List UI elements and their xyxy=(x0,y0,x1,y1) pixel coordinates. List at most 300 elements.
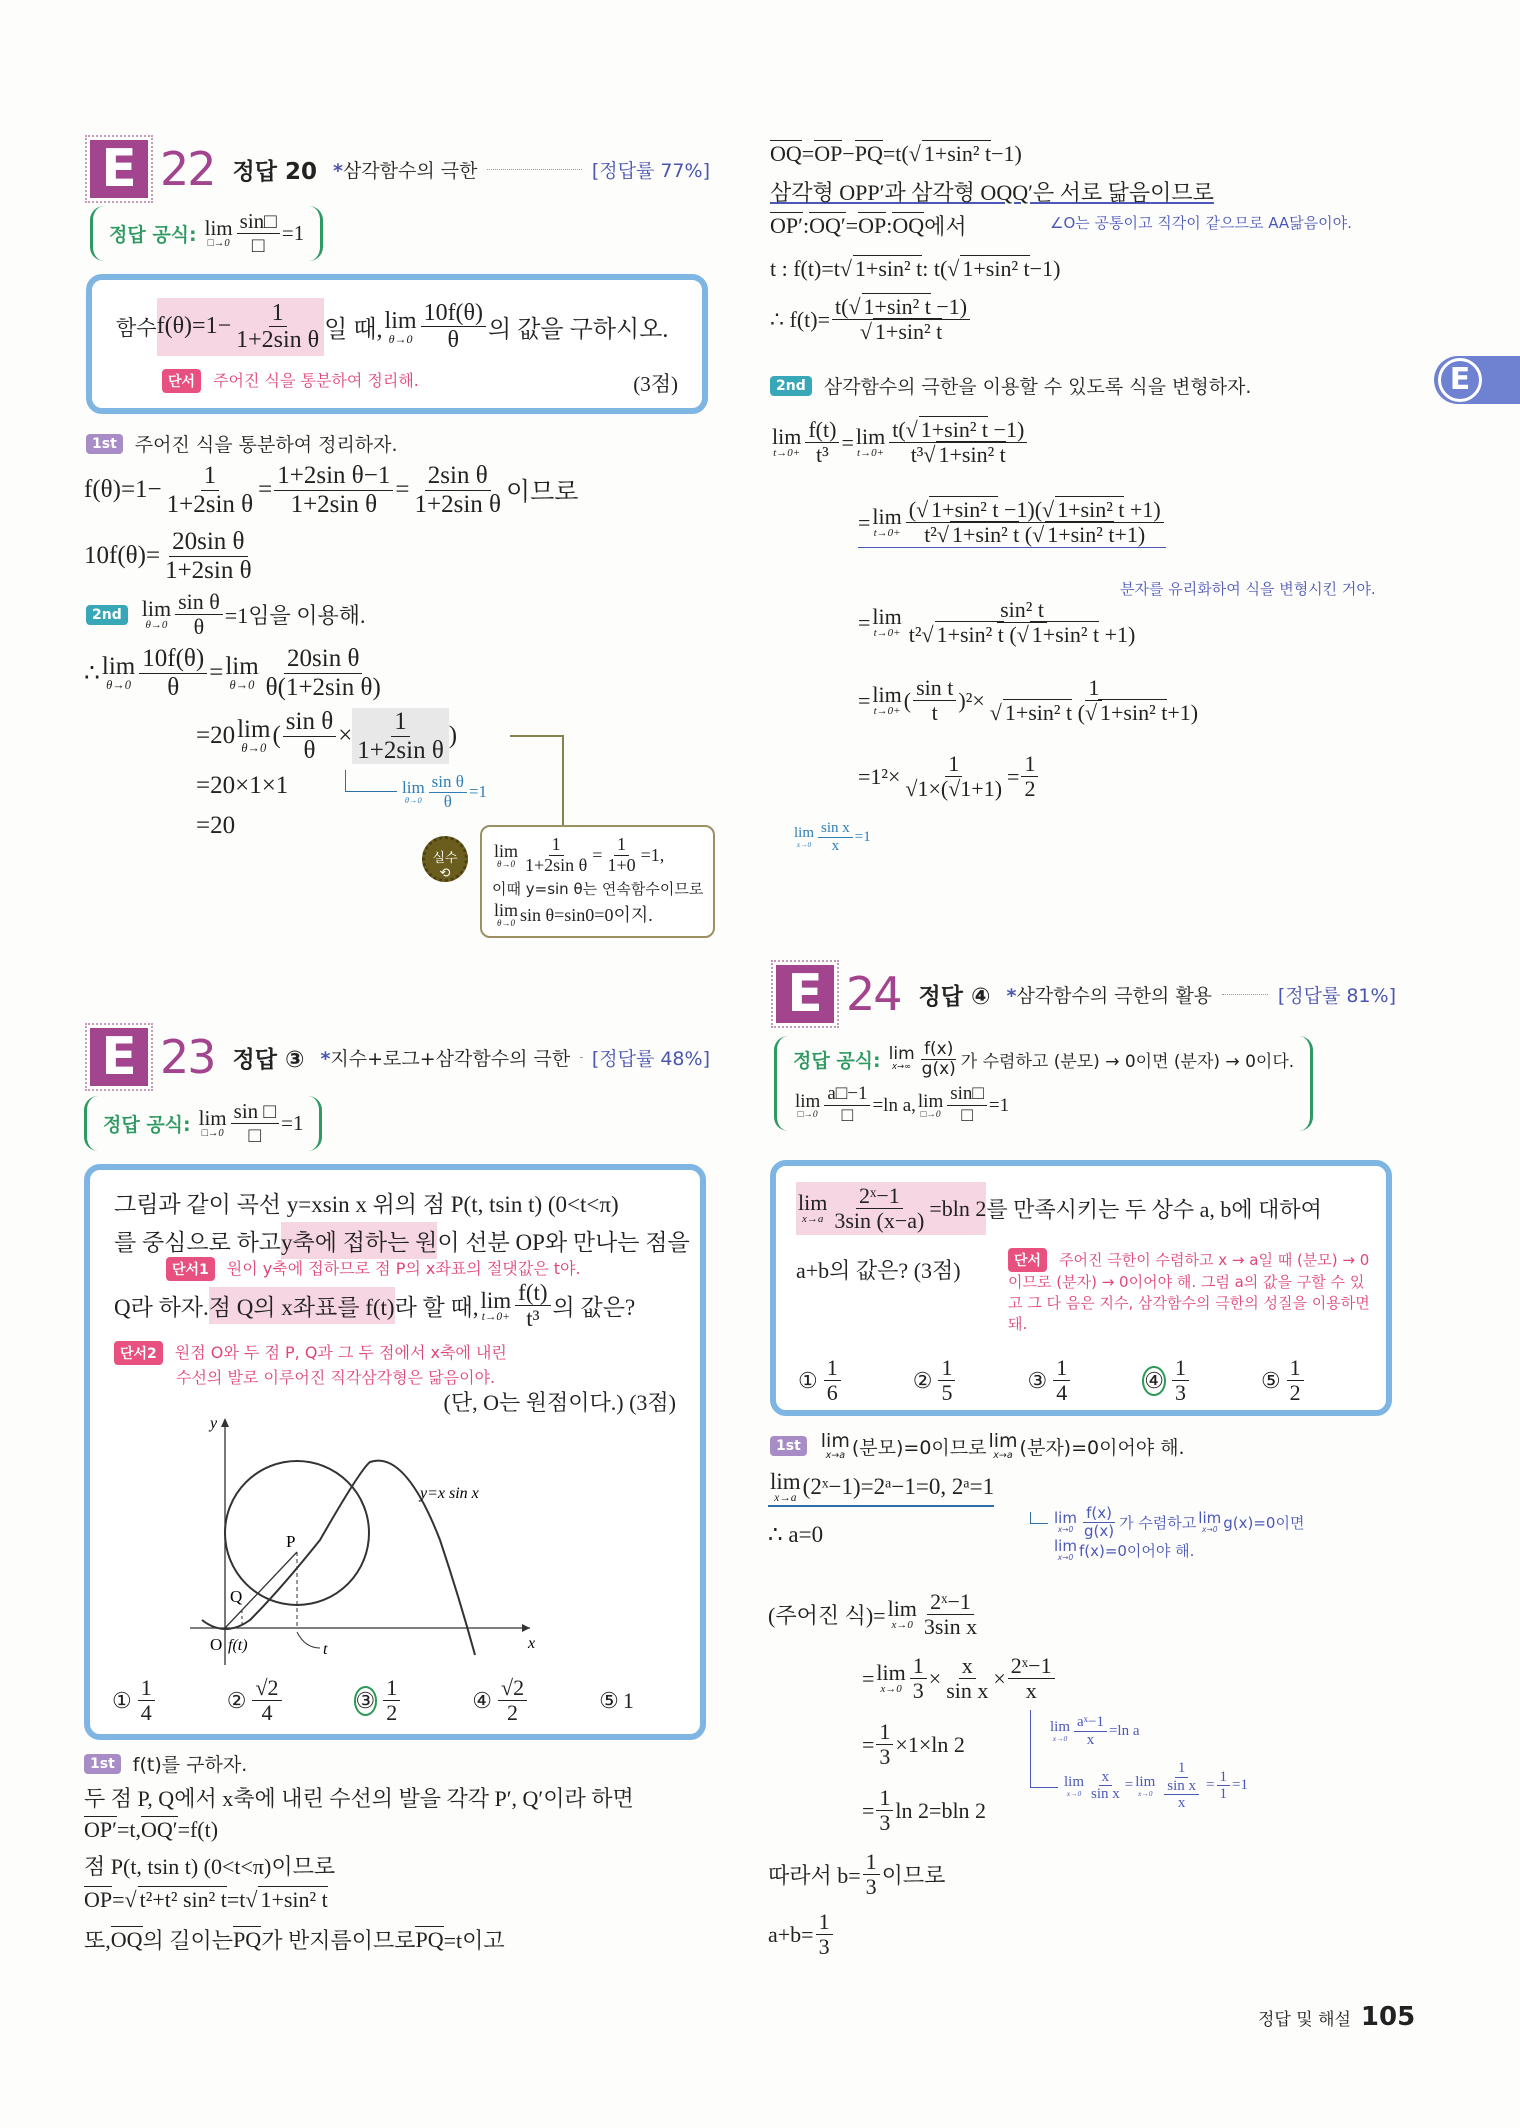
math-text: x xyxy=(831,837,840,854)
answer-label: 정답 ④ xyxy=(918,983,991,1010)
numerator xyxy=(1175,1760,1189,1778)
numerator xyxy=(1164,1778,1199,1796)
fraction xyxy=(987,676,1201,725)
math-text: 3sin x xyxy=(923,1614,978,1640)
answer-choice-4[interactable] xyxy=(1142,1356,1191,1405)
math-text: =1²× xyxy=(858,763,901,789)
lim-text: lim xyxy=(1198,1508,1222,1527)
problem-box xyxy=(770,1160,1392,1416)
correct-rate: [정답률 81%] xyxy=(1277,984,1396,1007)
segment-overline: PQ xyxy=(233,1927,262,1952)
math-text: +1) xyxy=(1114,522,1146,548)
math-text: 두 점 P, Q에서 x축에 내린 수선의 발을 각각 P′, Q′이라 하면 xyxy=(84,1786,634,1811)
math-text: 가 반지름이므로 xyxy=(261,1928,416,1953)
math-text: 라 할 때, xyxy=(394,1295,479,1321)
fraction xyxy=(906,598,1139,647)
lim-text: lim xyxy=(820,1430,850,1452)
math-text: 1 xyxy=(1056,1355,1068,1380)
answer-choice-2[interactable] xyxy=(913,1356,958,1405)
math-text: 1+sin² t xyxy=(936,622,1004,648)
fraction xyxy=(1053,1356,1070,1405)
math-text: 1+2sin θ xyxy=(166,490,254,518)
limit xyxy=(795,1092,820,1121)
math-text: 3 xyxy=(879,1810,891,1836)
fraction xyxy=(263,645,384,701)
math-text: 2 xyxy=(1289,1380,1301,1406)
numerator xyxy=(824,1356,841,1381)
denominator xyxy=(1021,777,1038,801)
denominator xyxy=(1287,1381,1304,1405)
denominator xyxy=(523,1306,542,1331)
math-text: 3sin (x−a) xyxy=(834,1208,925,1234)
math-text: 1+sin² t xyxy=(1057,497,1125,522)
problem-box xyxy=(86,274,708,414)
solution-line xyxy=(770,210,967,241)
math-text: 6 xyxy=(826,1380,838,1406)
math-text: sin θ xyxy=(285,708,334,735)
math-text: 1+sin² t xyxy=(854,256,923,281)
math-text: 3 xyxy=(879,1744,891,1770)
denominator xyxy=(921,1615,980,1639)
hint-text: 원이 y축에 접하므로 점 P의 x좌표의 절댓값은 t야. xyxy=(226,1259,581,1278)
math-text: 를 중심으로 하고 xyxy=(114,1230,282,1255)
sqrt-radicand xyxy=(862,293,931,319)
denominator xyxy=(876,1745,893,1769)
numerator xyxy=(139,645,207,674)
lim-text: lim xyxy=(494,840,519,861)
fraction xyxy=(1164,1778,1199,1812)
callout-line xyxy=(492,835,703,876)
numerator xyxy=(175,590,223,615)
math-text: 일 때, xyxy=(324,317,383,344)
topic xyxy=(333,156,477,183)
fraction xyxy=(863,1850,880,1899)
limit xyxy=(1054,1539,1077,1562)
numerator xyxy=(997,598,1047,623)
choice-number: ③ xyxy=(1027,1367,1048,1393)
star-icon: * xyxy=(1006,984,1017,1007)
numerator xyxy=(876,1720,893,1745)
sqrt-radicand xyxy=(1045,521,1114,547)
step-text: f(t)를 구하자. xyxy=(132,1754,248,1776)
math-text: sin x xyxy=(946,1678,989,1704)
points: (3점) xyxy=(633,372,678,396)
limit xyxy=(876,1662,905,1695)
lim-text: lim xyxy=(1135,1773,1156,1790)
denominator xyxy=(863,1875,880,1899)
denominator xyxy=(1081,1523,1117,1540)
math-text: = xyxy=(841,429,854,455)
limit xyxy=(918,1092,943,1121)
problem-note: (단, O는 원점이다.) (3점) xyxy=(443,1390,676,1415)
math-text: 의 값을 구하시오. xyxy=(488,317,669,344)
math-text: × xyxy=(993,1665,1006,1691)
step-text: 삼각함수의 극한을 이용할 수 있도록 식을 변형하자. xyxy=(823,376,1252,398)
denominator xyxy=(604,856,638,876)
math-text: ) xyxy=(448,722,458,749)
limit xyxy=(872,506,901,539)
lim-subscript: x→a xyxy=(993,1450,1013,1461)
lim-subscript: □→0 xyxy=(797,1109,818,1120)
math-text: 1 xyxy=(912,1653,924,1678)
limit xyxy=(1064,1775,1084,1798)
segment-overline: OQ xyxy=(892,213,925,238)
math-text: = xyxy=(858,509,871,535)
denominator xyxy=(522,856,590,876)
lim-text: lim xyxy=(770,1469,801,1494)
lim-text: lim xyxy=(872,504,902,530)
step-2 xyxy=(770,372,1251,399)
math-text: 1+2sin θ−1 xyxy=(277,462,391,489)
math-text: +1) xyxy=(1124,497,1161,522)
fraction xyxy=(429,773,467,811)
sqrt-sign: √ xyxy=(989,700,1002,726)
mistake-badge-label: 실수 xyxy=(432,851,458,866)
answer-choice-5[interactable] xyxy=(1261,1356,1306,1405)
hint-tag: 단서 xyxy=(162,369,201,393)
annotation xyxy=(1052,1505,1304,1562)
math-text: t³ xyxy=(910,442,924,468)
math-text: ∴ xyxy=(84,660,100,687)
numerator xyxy=(614,835,629,856)
fraction xyxy=(233,300,322,354)
math-text: 2sin θ xyxy=(427,462,488,489)
leader-dots xyxy=(487,169,581,170)
denominator xyxy=(138,1701,155,1725)
highlight xyxy=(796,1182,986,1235)
denominator xyxy=(162,557,255,585)
lim-text: lim xyxy=(888,1044,915,1065)
limit xyxy=(872,684,901,717)
answer-choice-3[interactable] xyxy=(354,1676,403,1725)
math-text: 1+2sin θ xyxy=(290,490,378,518)
math-text: 1 xyxy=(865,1849,877,1874)
math-text: 1 xyxy=(622,1687,634,1713)
hint-text: 수선의 발로 이루어진 직각삼각형은 닮음이야. xyxy=(176,1368,496,1387)
math-text: 10f(θ) xyxy=(423,300,484,326)
math-text: √2 xyxy=(255,1675,279,1700)
step-tag: 1st xyxy=(86,434,123,454)
math-text: 이므로 xyxy=(1150,180,1214,205)
step-text xyxy=(140,590,366,639)
fraction xyxy=(411,462,504,518)
solution-line xyxy=(770,418,1029,467)
fraction xyxy=(906,498,1164,547)
denominator xyxy=(164,674,182,702)
math-text: = xyxy=(258,476,273,503)
math-text: 3 xyxy=(1174,1380,1186,1406)
math-text: 1+sin² t xyxy=(874,319,943,345)
math-text: 1 xyxy=(948,751,960,776)
choice-number: ④ xyxy=(1142,1366,1166,1396)
math-text: g(x)=0이면 xyxy=(1223,1513,1305,1532)
math-text: a□−1 xyxy=(827,1083,868,1105)
math-text: − xyxy=(842,140,855,166)
limit xyxy=(494,901,518,928)
topic-text: 지수+로그+삼각함수의 극한 xyxy=(330,1047,571,1070)
curve-label: y=x sin x xyxy=(420,1485,479,1502)
math-text: = xyxy=(858,687,871,713)
sqrt-radicand xyxy=(1030,621,1099,647)
math-text: 가 수렴하고 xyxy=(1119,1513,1197,1532)
segment-overline: PQ xyxy=(415,1927,444,1952)
math-text: =20 xyxy=(196,722,236,749)
math-text: sin□ xyxy=(239,209,277,233)
solution-line xyxy=(768,1470,994,1507)
numerator xyxy=(1217,1769,1231,1787)
annotation-line xyxy=(1052,1539,1304,1562)
formula-label: 정답 공식: xyxy=(103,1114,191,1137)
math-text: √1×(√1+1) xyxy=(905,776,1003,802)
math-text: g(x) xyxy=(1083,1521,1115,1540)
fraction xyxy=(910,1654,927,1703)
numerator xyxy=(1085,676,1102,701)
numerator xyxy=(824,1084,870,1106)
denominator xyxy=(958,1106,975,1127)
math-text: □ xyxy=(251,233,265,258)
math-text: 1 xyxy=(394,708,407,735)
y-axis-arrow-icon xyxy=(221,1418,229,1427)
lim-subscript: t→0+ xyxy=(873,527,901,540)
math-text: 점 Q의 x좌표를 f(t) xyxy=(208,1295,395,1321)
fraction xyxy=(354,708,447,764)
choice-number: ③ xyxy=(354,1686,378,1716)
answer-choice-3[interactable] xyxy=(1027,1356,1072,1405)
math-text: 2ˣ−1 xyxy=(930,1589,971,1614)
problem-header-22 xyxy=(90,140,710,198)
answer-choices xyxy=(112,1676,634,1725)
math-text: = xyxy=(1124,1777,1134,1794)
sqrt-sign: √ xyxy=(1016,622,1029,648)
fraction xyxy=(1217,1769,1231,1803)
limit xyxy=(225,654,258,692)
numerator xyxy=(910,1654,927,1679)
math-text: sin□ xyxy=(950,1083,984,1105)
math-text: (2ˣ−1)=2ᵃ−1=0, 2ᵃ=1 xyxy=(802,1474,995,1500)
math-text: 를 만족시키는 두 상수 a, b에 대하여 xyxy=(986,1197,1322,1223)
hint xyxy=(1008,1248,1378,1335)
lim-text: lim xyxy=(494,899,519,920)
lim-text: lim xyxy=(480,1287,512,1313)
solution-line xyxy=(196,772,288,800)
lim-subscript: t→0+ xyxy=(857,447,885,460)
answer-choice-4[interactable] xyxy=(472,1676,529,1725)
fraction xyxy=(832,295,970,344)
fraction xyxy=(943,1654,991,1703)
step-1 xyxy=(86,430,398,457)
math-text: 1+sin² t xyxy=(1100,700,1168,726)
annotation xyxy=(792,820,871,854)
math-text: =1 xyxy=(1232,1777,1248,1794)
highlight xyxy=(209,1287,395,1324)
math-text: f(x) xyxy=(1086,1504,1112,1522)
fraction xyxy=(498,1676,527,1725)
math-text: 1 xyxy=(140,1675,152,1700)
problem-line: a+b의 값은? (3점) xyxy=(796,1258,961,1283)
problem-line xyxy=(114,1222,690,1259)
numerator xyxy=(383,1676,400,1701)
math-text: t( xyxy=(835,294,849,319)
numerator xyxy=(429,773,467,793)
answer-choice-2[interactable] xyxy=(227,1676,284,1725)
denominator xyxy=(829,838,843,855)
lim-text: lim xyxy=(237,716,271,744)
denominator xyxy=(1023,1679,1040,1703)
segment-overline: OP′ xyxy=(84,1817,117,1842)
sqrt-radicand xyxy=(1003,699,1072,725)
topic-text: 삼각함수의 극한의 활용 xyxy=(1016,984,1213,1007)
math-text: 1+sin² t xyxy=(1047,522,1115,548)
numerator xyxy=(252,1676,281,1701)
star-icon: * xyxy=(320,1047,331,1070)
fraction xyxy=(252,1676,281,1725)
math-text: (분모)=0이므로 xyxy=(851,1436,987,1459)
sqrt-radicand xyxy=(873,318,942,344)
problem-box xyxy=(84,1164,706,1740)
solution-line xyxy=(196,812,235,840)
denominator xyxy=(876,1811,893,1835)
lim-subscript: t→0+ xyxy=(873,627,901,640)
math-text: = xyxy=(845,212,859,238)
answer-choice-1[interactable] xyxy=(798,1356,843,1405)
numerator xyxy=(832,295,970,320)
problem-header-23 xyxy=(90,1028,710,1086)
math-text: 1+sin² t xyxy=(923,141,992,166)
answer-choice-1[interactable] xyxy=(112,1676,157,1725)
math-text: t² xyxy=(908,622,922,648)
math-text: 1+2sin θ xyxy=(165,556,252,584)
problem-header-24 xyxy=(776,965,1396,1023)
fraction xyxy=(162,528,255,584)
mistake-callout xyxy=(480,825,715,938)
numerator xyxy=(927,1590,974,1615)
lim-text: lim xyxy=(101,653,136,681)
sqrt-radicand xyxy=(935,621,1004,647)
math-text: x xyxy=(1101,1768,1110,1785)
fraction xyxy=(1081,1505,1117,1539)
denominator xyxy=(906,623,1139,647)
lim-subscript: x→0 xyxy=(1052,1733,1068,1743)
math-text: Q라 하자. xyxy=(114,1295,209,1321)
annotation-line xyxy=(1052,1505,1304,1539)
numerator xyxy=(237,210,280,234)
choice-number: ① xyxy=(112,1687,132,1713)
fraction xyxy=(824,1084,870,1127)
fraction xyxy=(1074,1714,1107,1748)
lim-subscript: t→0+ xyxy=(773,447,801,460)
limit xyxy=(1198,1508,1222,1534)
math-text: =t이고 xyxy=(443,1928,505,1953)
math-text: 1+sin² t xyxy=(931,497,999,522)
limit xyxy=(798,1192,827,1225)
math-text: 이므로 xyxy=(881,1863,946,1889)
sqrt-radicand xyxy=(138,1886,227,1913)
math-text: t³ xyxy=(526,1306,540,1332)
sqrt-sign: √ xyxy=(905,417,918,442)
denominator xyxy=(1175,1795,1189,1812)
math-text: □ xyxy=(961,1105,973,1127)
math-text: 1 xyxy=(1024,751,1036,776)
annotation xyxy=(1062,1760,1248,1812)
math-text: ( xyxy=(1003,622,1017,648)
hint-text: (분자) → 0이어야 해. 그럼 a의 값을 구할 수 있고 그 다 xyxy=(1008,1273,1365,1312)
math-text: 1 xyxy=(1174,1355,1186,1380)
math-text: t³ xyxy=(816,442,829,468)
denominator xyxy=(441,793,455,812)
sqrt-sign: √ xyxy=(923,442,936,468)
math-text: 1 xyxy=(617,834,627,854)
solution-line xyxy=(84,1850,335,1881)
answer-choice-5[interactable] xyxy=(599,1688,634,1714)
fraction xyxy=(816,1910,833,1959)
lim-text: lim xyxy=(141,596,172,622)
answer-label: 정답 20 xyxy=(232,158,317,185)
formula-label: 정답 공식: xyxy=(793,1049,881,1072)
leader-dots xyxy=(1222,994,1268,995)
math-text: 1 xyxy=(818,1909,830,1934)
math-text: 1+sin² t xyxy=(951,522,1020,548)
lim-subscript: t→0+ xyxy=(873,705,901,718)
segment-overline: OP′ xyxy=(770,213,803,238)
math-text: 1 xyxy=(879,1719,891,1744)
math-text: x xyxy=(1177,1795,1186,1811)
math-text: =1 xyxy=(281,221,305,246)
numerator xyxy=(945,752,962,777)
math-text: ln 2=bln 2 xyxy=(895,1797,987,1823)
math-text: −1) xyxy=(1029,255,1061,281)
step-tag: 1st xyxy=(770,1436,807,1456)
lim-subscript: x→0 xyxy=(1066,1788,1082,1798)
math-text: =1 xyxy=(468,782,487,802)
math-text: √2 xyxy=(501,1675,525,1700)
problem-number: 23 xyxy=(160,1030,215,1084)
math-text: −1)( xyxy=(998,497,1043,522)
limit xyxy=(402,779,425,805)
numerator xyxy=(805,418,839,443)
segment-overline: PQ xyxy=(854,141,883,166)
lim-text: lim xyxy=(1054,1508,1077,1527)
math-text: θ(1+2sin θ) xyxy=(265,673,381,701)
solution-line xyxy=(84,1886,328,1913)
solution-line xyxy=(768,1590,982,1639)
math-text: 2 xyxy=(386,1700,398,1726)
limit xyxy=(856,426,885,459)
math-text: 1+2sin θ xyxy=(414,490,501,518)
math-text: 1+sin² t xyxy=(962,256,1030,281)
math-text: ∴ a=0 xyxy=(768,1522,824,1547)
denominator xyxy=(1172,1381,1189,1405)
sqrt-radicand xyxy=(960,255,1029,282)
math-text: =1 xyxy=(988,1094,1010,1116)
math-text: t xyxy=(931,700,938,726)
lim-text: lim xyxy=(887,1596,917,1622)
math-text: 1+sin² t xyxy=(260,1887,328,1912)
sqrt-sign: √ xyxy=(908,140,921,166)
segment-overline: OQ′ xyxy=(809,213,846,238)
math-text: f(t) xyxy=(808,417,837,442)
segment-overline: OP xyxy=(84,1887,113,1912)
solution-line xyxy=(770,255,1060,282)
fraction xyxy=(139,645,207,701)
math-text: ( xyxy=(903,687,912,713)
formula-expr xyxy=(887,1040,1295,1078)
fraction xyxy=(522,835,590,876)
x-axis-arrow-icon xyxy=(522,1624,530,1632)
numerator xyxy=(1008,1654,1055,1679)
hint xyxy=(162,368,419,393)
math-text: ∴ f(t)= xyxy=(770,306,830,332)
math-text: 1+sin² t xyxy=(1031,622,1100,648)
